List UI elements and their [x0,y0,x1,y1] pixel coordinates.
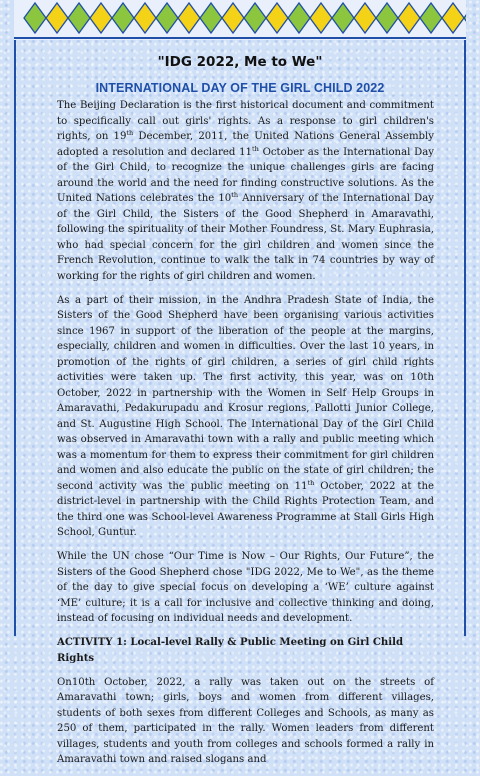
banner-diamond [178,3,200,33]
banner-diamond [134,3,156,33]
decorative-zigzag-banner [14,0,466,40]
banner-diamond [222,3,244,33]
page-title: "IDG 2022, Me to We" [157,54,323,70]
banner-diamond [200,3,222,33]
banner-diamond [266,3,288,33]
page-header [0,54,480,95]
banner-diamond [68,3,90,33]
paragraph-theme: While the UN chose “Our Time is Now – Our Rights, Our Future”, the Sisters of the Good Shepherd chose "IDG 2022, Me to We", as the theme of the day to give special focus on developing a ‘WE’ culture against ‘ME’ culture; it is a call for inclusive and collective thinking and doing, instead of focusing on individual needs and development. [57,551,434,625]
banner-diamond [46,3,68,33]
activity-1-text: On10th October, 2022, a rally was taken out on the streets of Amaravathi town; girls, boys and women from different villages, students of both sexes from different Colleges and Schools, as many as 250 of them, participated in the rally. Women leaders from different villages, students and youth from colleges and schools formed a rally in Amaravathi town and raised slogans and [57,676,434,766]
banner-diamond [398,3,420,33]
banner-diamond [332,3,354,33]
banner-diamond [464,3,466,33]
banner-diamond [288,3,310,33]
paragraph-beijing-declaration: The Beijing Declaration is the first historical document and commitment to specifically call out girls' rights. As a response to girl children's rights, on 19th December, 2011, the United Nations General Assembly adopted a resolution and declared 11th October as the International Day of the Girl Child, to recognize the unique challenges girls are facing around the world and the need for finding constructive solutions. As the United Nations celebrates the 10th Anniversary of the International Day of the Girl Child, the Sisters of the Good Shepherd in Amaravathi, following the spirituality of their Mother Foundress, St. Mary Euphrasia, who had special concern for the girl children and women since the French Revolution, continue to walk the talk in 74 countries by way of working for the rights of girl children and women. [57,100,434,282]
article-body [57,98,434,776]
page-border-right [464,0,466,636]
banner-diamond [376,3,398,33]
banner-diamond [24,3,46,33]
paragraph-mission: As a part of their mission, in the Andhra Pradesh State of India, the Sisters of the Good Shepherd have been organising various activities since 1967 in support of the liberation of the people at the margins, especially, children and women in difficulties. Over the last 10 years, in promotion of the rights of girl children, a series of girl child rights activities were taken up. The first activity, this year, was on 10th October, 2022 in partnership with the Women in Self Help Groups in Amaravathi, Pedakurupadu and Krosur regions, Pallotti Junior College, and St. Augustine High School. The International Day of the Girl Child was observed in Amaravathi town with a rally and public meeting which was a momentum for them to express their commitment for girl children and women and also educate the public on the state of girl children; the second activity was the public meeting on 11th October, 2022 at the district-level in partnership with the Child Rights Protection Team, and the third one was School-level Awareness Programme at Stall Girls High School, Guntur. [57,294,434,539]
banner-diamond [310,3,332,33]
banner-diamond [442,3,464,33]
banner-diamond [354,3,376,33]
banner-diamond [90,3,112,33]
banner-diamond [112,3,134,33]
page-border-left [14,0,16,636]
banner-diamond [244,3,266,33]
page-subtitle: INTERNATIONAL DAY OF THE GIRL CHILD 2022 [95,81,385,95]
banner-diamond [156,3,178,33]
banner-diamond [420,3,442,33]
activity-1-heading: ACTIVITY 1: Local-level Rally & Public Meeting on Girl Child Rights [57,636,404,664]
